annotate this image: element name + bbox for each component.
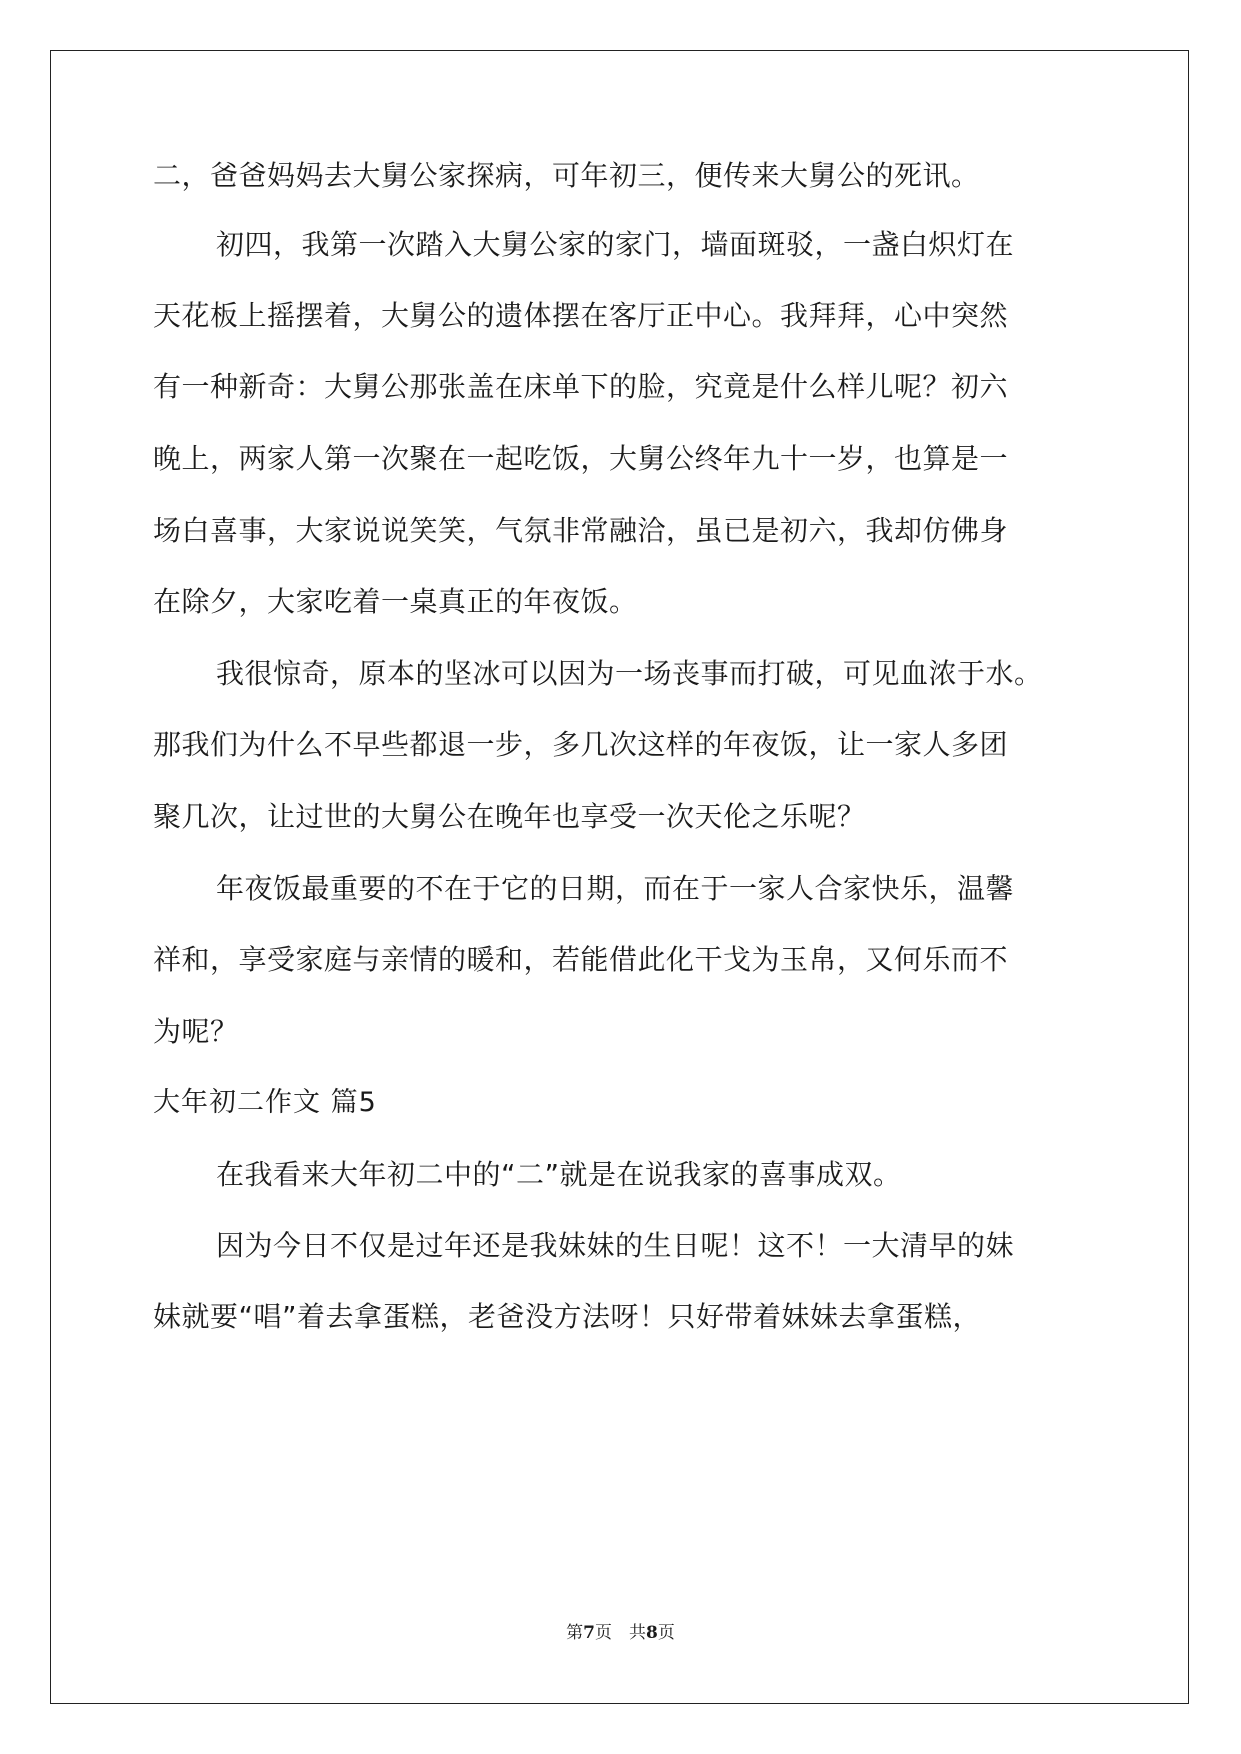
paragraph-line: 天花板上摇摆着，大舅公的遗体摆在客厅正中心。我拜拜，心中突然 — [153, 299, 1009, 332]
paragraph-line: 在我看来大年初二中的“二”就是在说我家的喜事成双。 — [216, 1158, 902, 1191]
current-page-number: 7 — [583, 1623, 595, 1643]
paragraph-line: 在除夕，大家吃着一桌真正的年夜饭。 — [153, 585, 638, 618]
paragraph-line: 因为今日不仅是过年还是我妹妹的生日呢！这不！一大清早的妹 — [216, 1229, 1015, 1262]
paragraph-line: 晚上，两家人第一次聚在一起吃饭，大舅公终年九十一岁，也算是一 — [153, 442, 1009, 475]
paragraph-line: 年夜饭最重要的不在于它的日期，而在于一家人合家快乐，温馨 — [216, 872, 1015, 905]
page-label-prefix: 第 — [566, 1623, 584, 1643]
page-label-suffix: 页 — [657, 1623, 675, 1643]
paragraph-line: 有一种新奇：大舅公那张盖在床单下的脸，究竟是什么样儿呢？初六 — [153, 370, 1009, 403]
paragraph-line: 妹就要“唱”着去拿蛋糕，老爸没方法呀！只好带着妹妹去拿蛋糕， — [153, 1300, 982, 1333]
paragraph-line: 为呢？ — [153, 1015, 239, 1048]
paragraph-line: 初四，我第一次踏入大舅公家的家门，墙面斑驳，一盏白炽灯在 — [216, 228, 1015, 261]
paragraph-line: 场白喜事，大家说说笑笑，气氛非常融洽，虽已是初六，我却仿佛身 — [153, 514, 1009, 547]
section-heading: 大年初二作文 篇5 — [153, 1087, 377, 1118]
page-footer — [0, 1622, 1241, 1644]
paragraph-line: 聚几次，让过世的大舅公在晚年也享受一次天伦之乐呢？ — [153, 800, 866, 833]
total-pages-number: 8 — [646, 1623, 658, 1643]
paragraph-line: 二，爸爸妈妈去大舅公家探病，可年初三，便传来大舅公的死讯。 — [153, 159, 980, 192]
page-label-mid: 页 共 — [595, 1623, 646, 1643]
paragraph-line: 我很惊奇，原本的坚冰可以因为一场丧事而打破，可见血浓于水。 — [216, 657, 1043, 690]
paragraph-line: 那我们为什么不早些都退一步，多几次这样的年夜饭，让一家人多团 — [153, 728, 1009, 761]
paragraph-line: 祥和，享受家庭与亲情的暖和，若能借此化干戈为玉帛，又何乐而不 — [153, 943, 1009, 976]
